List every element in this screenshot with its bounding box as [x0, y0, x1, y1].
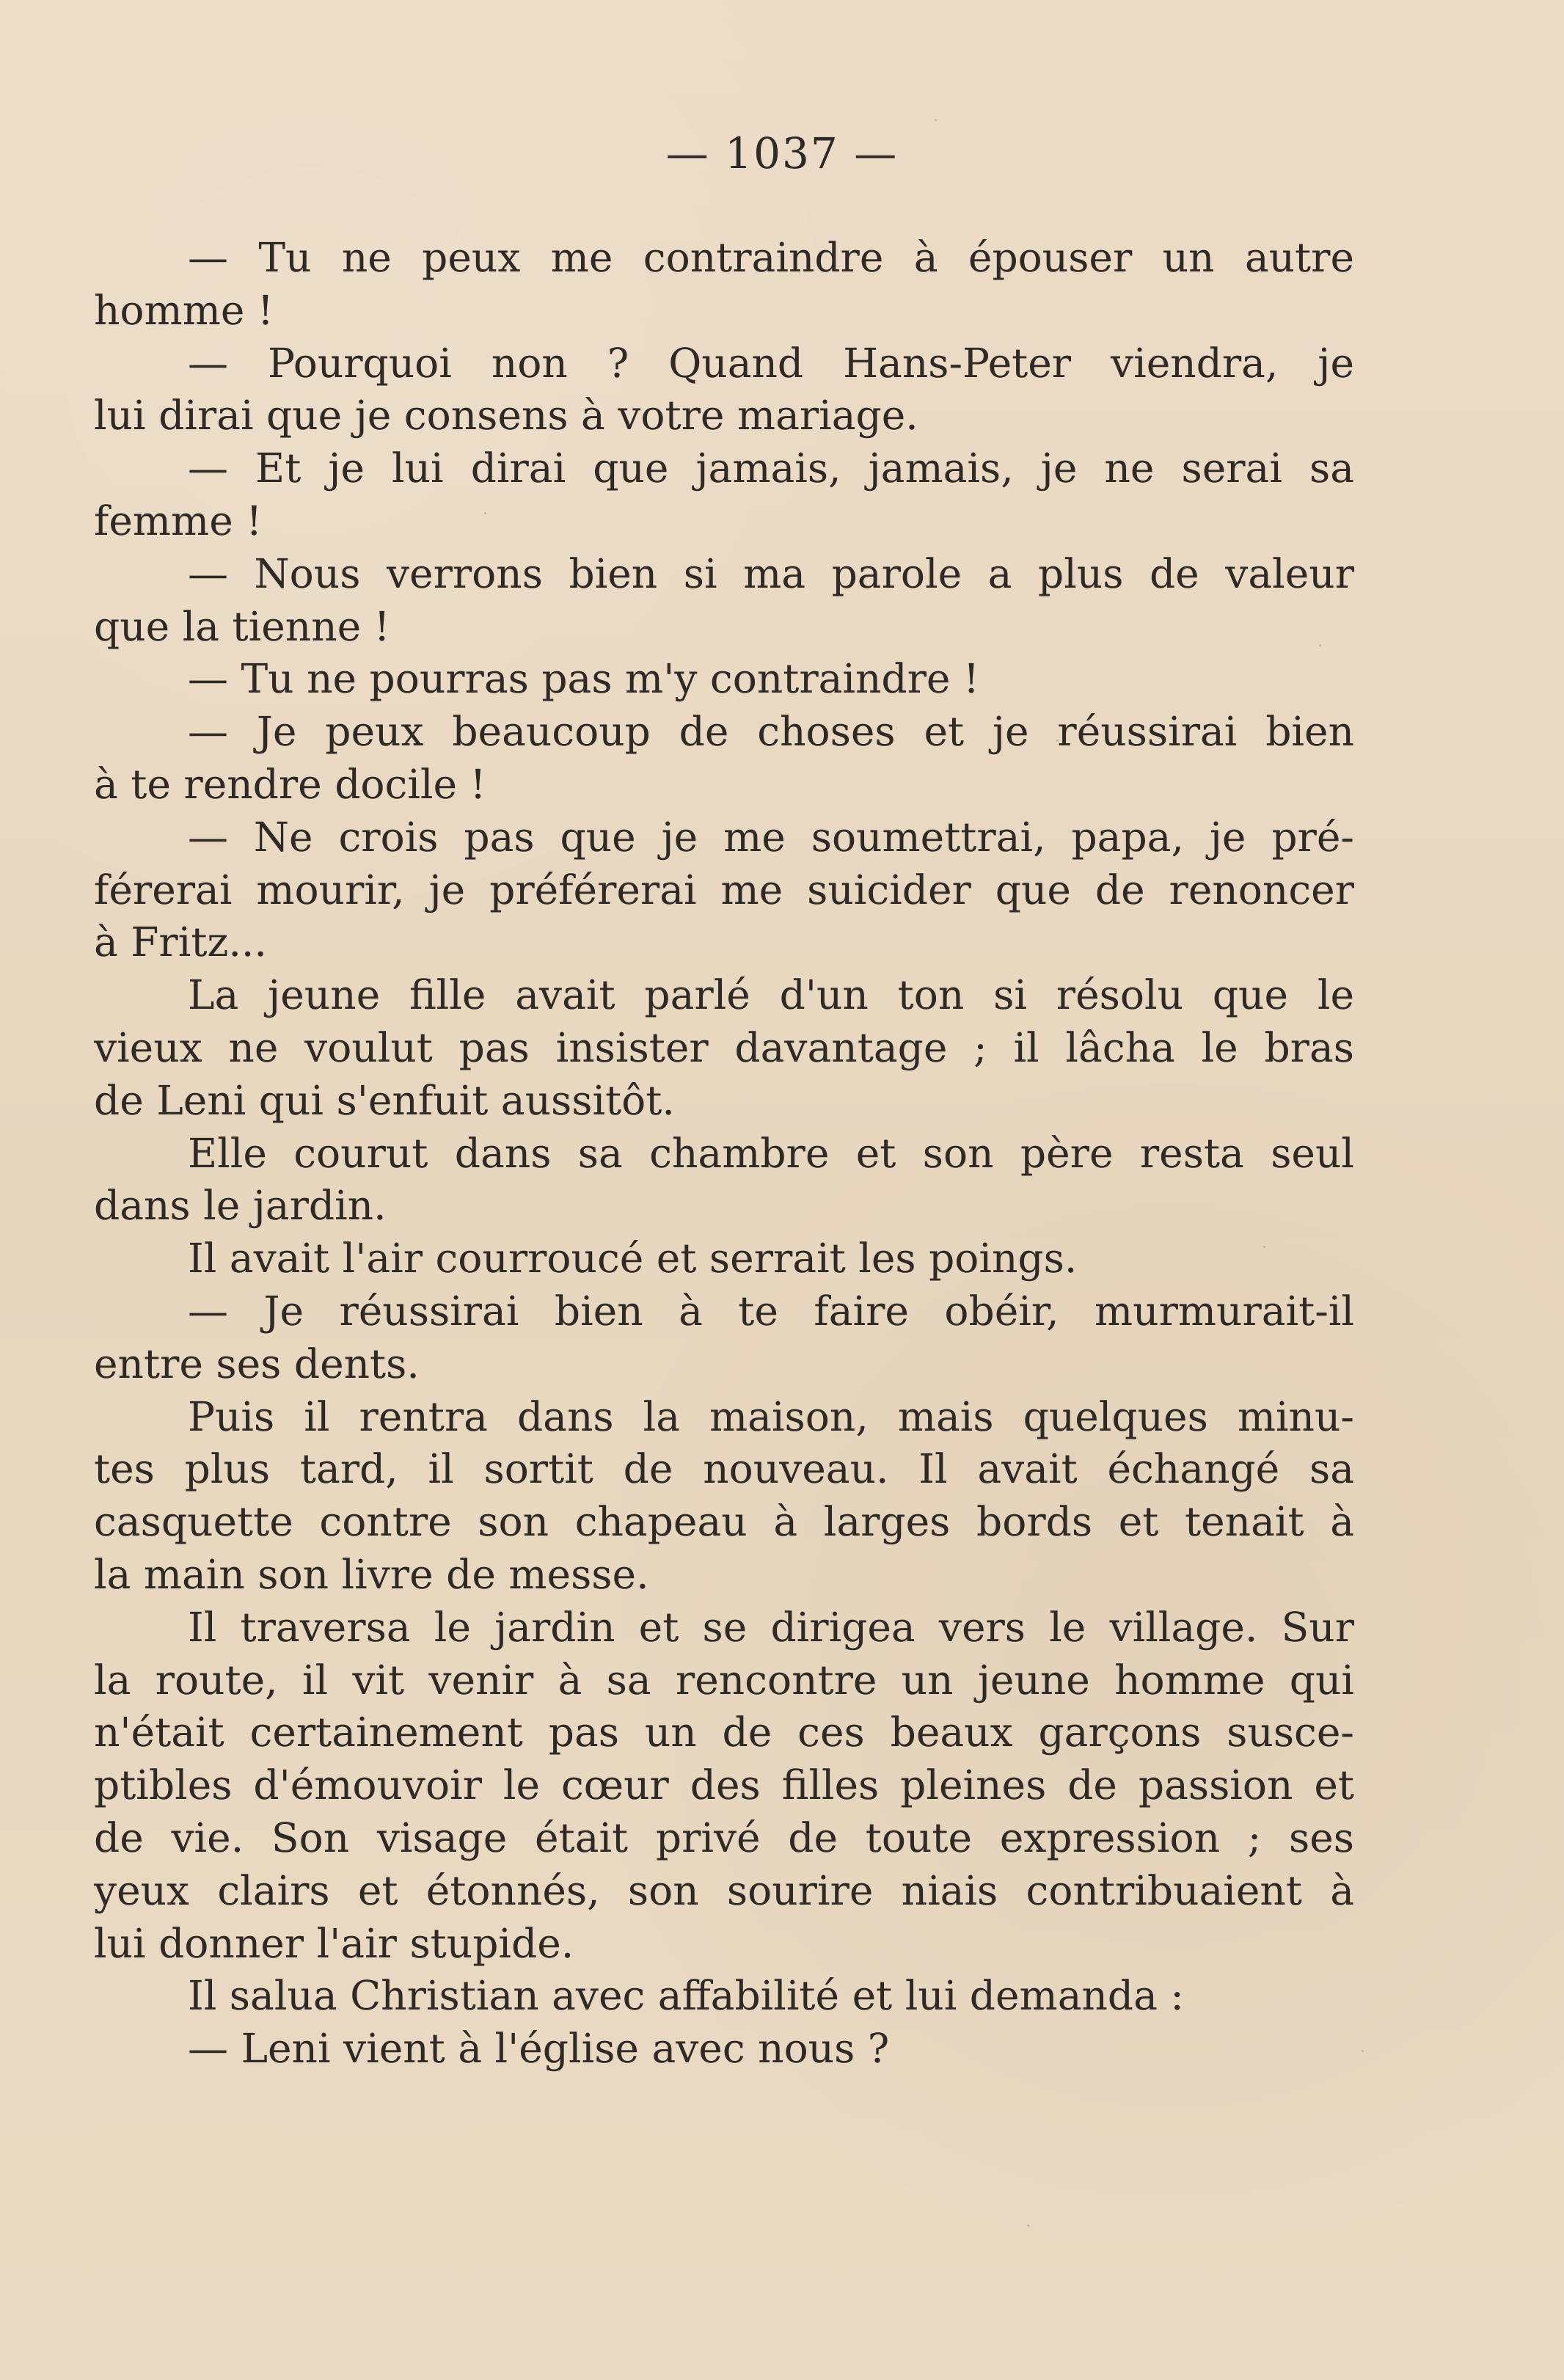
text-line: lui donner l'air stupide. — [94, 1919, 574, 1967]
text-line: tes plus tard, il sortit de nouveau. Il avait échangé sa — [94, 1445, 1354, 1493]
text-line: — Je peux beaucoup de choses et je réussirai bien — [188, 708, 1354, 756]
text-line: — Pourquoi non ? Quand Hans-Peter viendra, je — [188, 339, 1354, 387]
text-line: à Fritz... — [94, 919, 267, 966]
text-line: lui dirai que je consens à votre mariage. — [94, 392, 918, 439]
paper-speck — [1319, 644, 1321, 646]
text-line: La jeune fille avait parlé d'un ton si résolu que le — [188, 971, 1354, 1019]
text-line: Il salua Christian avec affabilité et lui demanda : — [188, 1972, 1184, 2020]
text-line: ptibles d'émouvoir le cœur des filles pleines de passion et — [94, 1762, 1354, 1809]
text-line: dans le jardin. — [94, 1182, 387, 1230]
text-line: — Je réussirai bien à te faire obéir, murmurait-il — [188, 1287, 1354, 1335]
text-line: femme ! — [94, 497, 263, 544]
text-line: vieux ne voulut pas insister davantage ; il lâcha le bras — [94, 1023, 1354, 1071]
text-line: Puis il rentra dans la maison, mais quelques minu- — [188, 1392, 1354, 1440]
text-line: yeux clairs et étonnés, son sourire niais contribuaient à — [94, 1866, 1354, 1914]
paper-speck — [1263, 1246, 1265, 1248]
text-line: homme ! — [94, 286, 274, 334]
text-line: — Tu ne peux me contraindre à épouser un autre — [188, 234, 1354, 281]
page-number: — 1037 — — [665, 128, 899, 178]
text-line: de vie. Son visage était privé de toute expression ; ses — [94, 1814, 1354, 1861]
text-line: la route, il vit venir à sa rencontre un jeune homme qui — [94, 1656, 1354, 1704]
text-line: que la tienne ! — [94, 602, 390, 650]
text-line: n'était certainement pas un de ces beaux garçons susce- — [94, 1709, 1354, 1756]
text-line: férerai mourir, je préférerai me suicider que de renoncer — [94, 866, 1354, 913]
text-line: à te rendre docile ! — [94, 760, 486, 808]
text-line: — Tu ne pourras pas m'y contraindre ! — [188, 655, 980, 703]
body-text — [94, 232, 1354, 2076]
text-line: Il traversa le jardin et se dirigea vers le village. Sur — [188, 1603, 1354, 1651]
text-line: la main son livre de messe. — [94, 1550, 649, 1598]
text-line: Il avait l'air courroucé et serrait les poings. — [188, 1235, 1078, 1282]
text-line: — Leni vient à l'église avec nous ? — [188, 2025, 890, 2073]
paper-speck — [935, 119, 937, 121]
text-line: Elle courut dans sa chambre et son père resta seul — [188, 1129, 1354, 1177]
paper-speck — [1362, 2050, 1364, 2052]
text-line: — Nous verrons bien si ma parole a plus de valeur — [188, 550, 1354, 597]
text-line: — Ne crois pas que je me soumettrai, papa, je pré- — [188, 813, 1354, 861]
text-line: de Leni qui s'enfuit aussitôt. — [94, 1076, 675, 1124]
paper-speck — [484, 512, 486, 514]
text-line: — Et je lui dirai que jamais, jamais, je ne serai sa — [188, 445, 1354, 492]
text-line: entre ses dents. — [94, 1340, 420, 1387]
paper-speck — [1056, 740, 1059, 742]
text-line: casquette contre son chapeau à larges bords et tenait à — [94, 1498, 1354, 1546]
paper-speck — [1027, 2224, 1029, 2227]
